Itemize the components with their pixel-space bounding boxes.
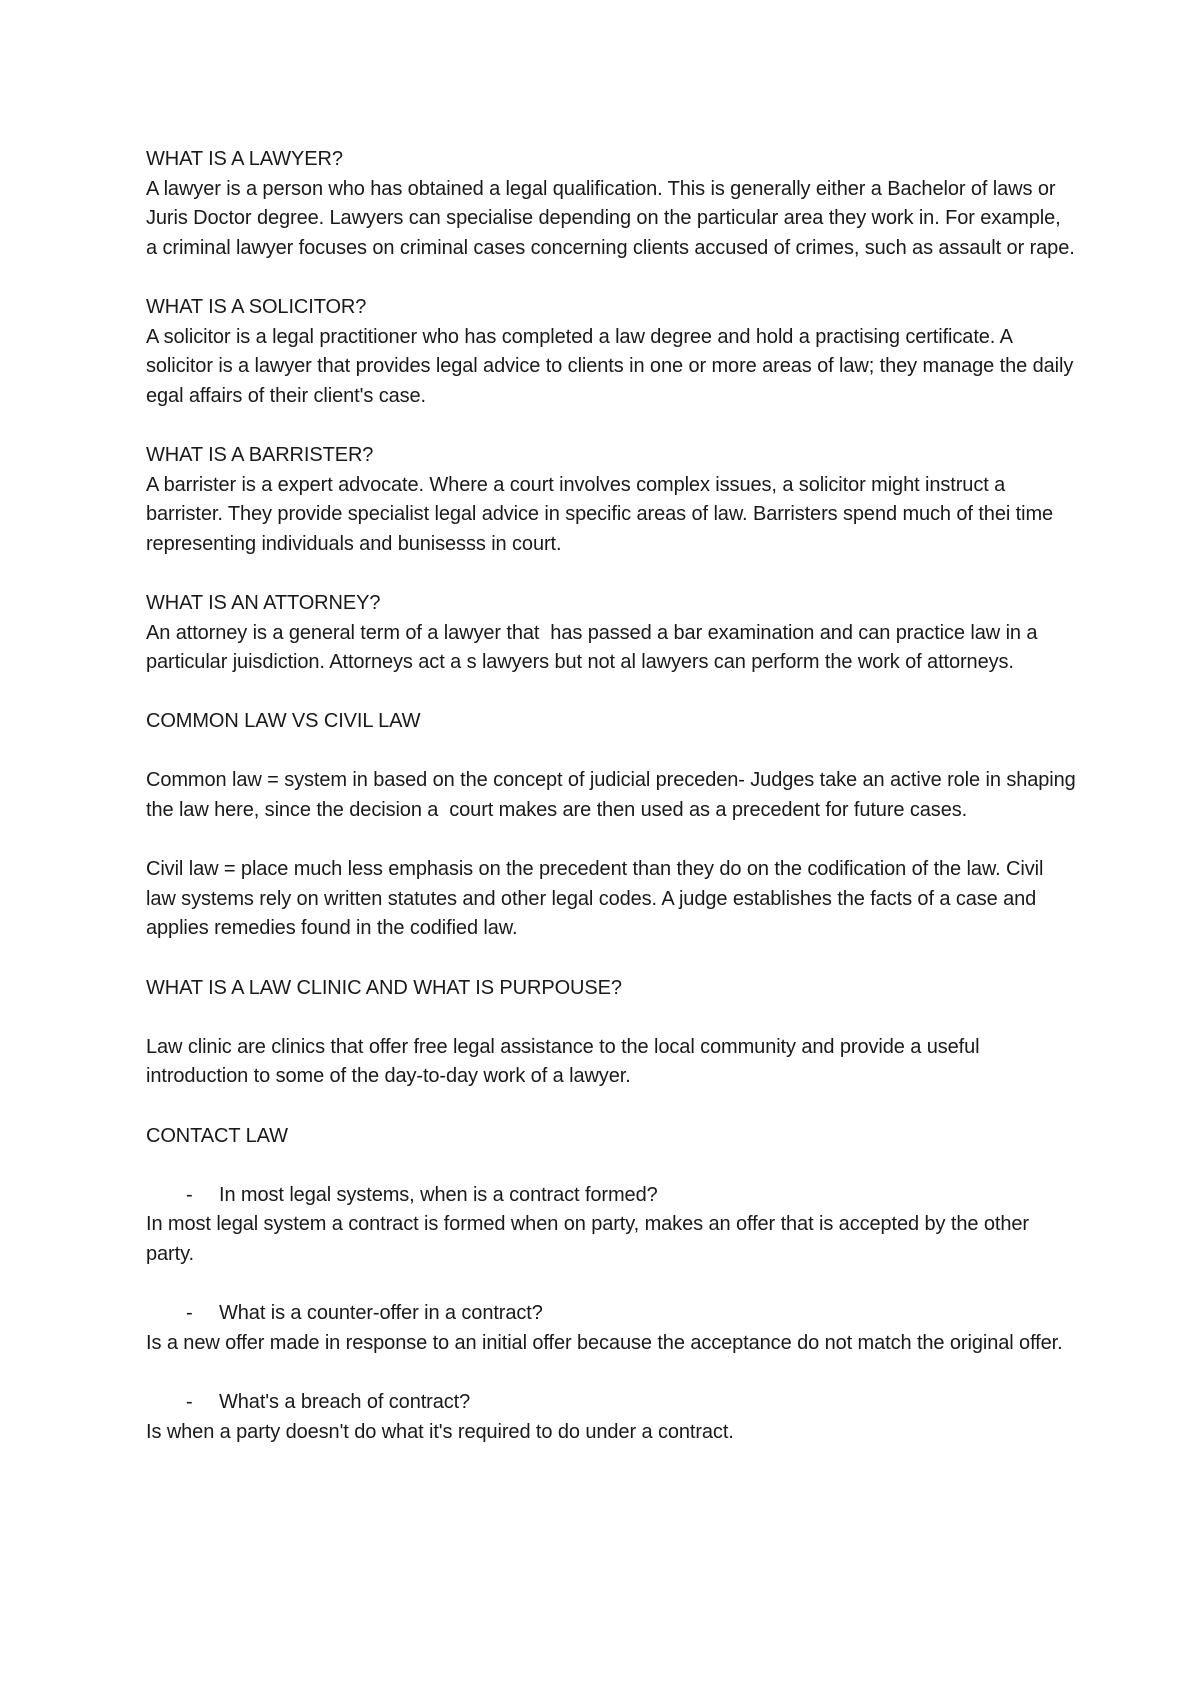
section-body-law-clinic: Law clinic are clinics that offer free legal assistance to the local community and provide a useful introduction to some of the day-to-day work of a lawyer. xyxy=(146,1035,985,1088)
section-heading-solicitor: WHAT IS A SOLICITOR? xyxy=(146,295,367,318)
section-heading-lawyer: WHAT IS A LAWYER? xyxy=(146,148,343,170)
question-text: What is a counter-offer in a contract? xyxy=(219,1302,543,1325)
question-text: In most legal systems, when is a contract formed? xyxy=(219,1183,658,1206)
contract-answer-1: In most legal system a contract is formed when on party, makes an offer that is accepted by the other party. xyxy=(146,1213,1035,1265)
common-law-definition: Common law = system in based on the concept of judicial preceden- Judges take an active role in shaping the law here, since the decision a court makes are then used as a precedent for future cases. xyxy=(146,769,1082,822)
section-heading-barrister: WHAT IS A BARRISTER? xyxy=(146,443,374,466)
blank-line xyxy=(146,1270,1076,1300)
blank-line xyxy=(146,1151,1076,1181)
section-heading-common-vs-civil: COMMON LAW VS CIVIL LAW xyxy=(146,710,421,733)
contract-question-3 xyxy=(146,1388,1076,1418)
section-heading-attorney: WHAT IS AN ATTORNEY? xyxy=(146,591,381,614)
list-dash: - xyxy=(186,1302,193,1325)
blank-line xyxy=(146,411,1076,441)
contract-answer-2: Is a new offer made in response to an initial offer because the acceptance do not match the original offer. xyxy=(146,1331,1063,1354)
blank-line xyxy=(146,1003,1076,1033)
blank-line xyxy=(146,559,1076,589)
section-heading-law-clinic: WHAT IS A LAW CLINIC AND WHAT IS PURPOUSE? xyxy=(146,976,622,999)
section-body-solicitor: A solicitor is a legal practitioner who has completed a law degree and hold a practising certificate. A solicitor is a lawyer that provides legal advice to clients in one or more areas of law; they manage the daily egal affairs of their client's case. xyxy=(146,325,1079,407)
contract-answer-3: Is when a party doesn't do what it's required to do under a contract. xyxy=(146,1420,734,1443)
section-body-barrister: A barrister is a expert advocate. Where a court involves complex issues, a solicitor might instruct a barrister. They provide specialist legal advice in specific areas of law. Barristers spend much of thei time representing individuals and bunisesss in court. xyxy=(146,473,1059,555)
blank-line xyxy=(146,826,1076,856)
section-heading-contact-law: CONTACT LAW xyxy=(146,1124,288,1147)
question-text: What's a breach of contract? xyxy=(219,1390,471,1413)
civil-law-definition: Civil law = place much less emphasis on the precedent than they do on the codification of the law. Civil law systems rely on written statutes and other legal codes. A judge establishes the facts of a case and applies remedies found in the codified law. xyxy=(146,858,1049,940)
section-body-attorney: An attorney is a general term of a lawyer that has passed a bar examination and can practice law in a particular juisdiction. Attorneys act a s lawyers but not al lawyers can perform the work of attorneys. xyxy=(146,621,1043,674)
contract-question-2 xyxy=(146,1299,1076,1329)
blank-line xyxy=(146,737,1076,767)
blank-line xyxy=(146,263,1076,293)
document-body xyxy=(146,145,1082,1447)
blank-line xyxy=(146,1092,1076,1122)
section-body-lawyer: A lawyer is a person who has obtained a legal qualification. This is generally either a Bachelor of laws or Juris Doctor degree. Lawyers can specialise depending on the particular area they work in. For example, a criminal lawyer focuses on criminal cases concerning clients accused of crimes, such as assault or rape. xyxy=(146,177,1075,259)
blank-line xyxy=(146,1358,1076,1388)
blank-line xyxy=(146,944,1076,974)
list-dash: - xyxy=(186,1390,193,1413)
contract-question-1 xyxy=(146,1181,1076,1211)
list-dash: - xyxy=(186,1183,193,1206)
blank-line xyxy=(146,678,1076,708)
